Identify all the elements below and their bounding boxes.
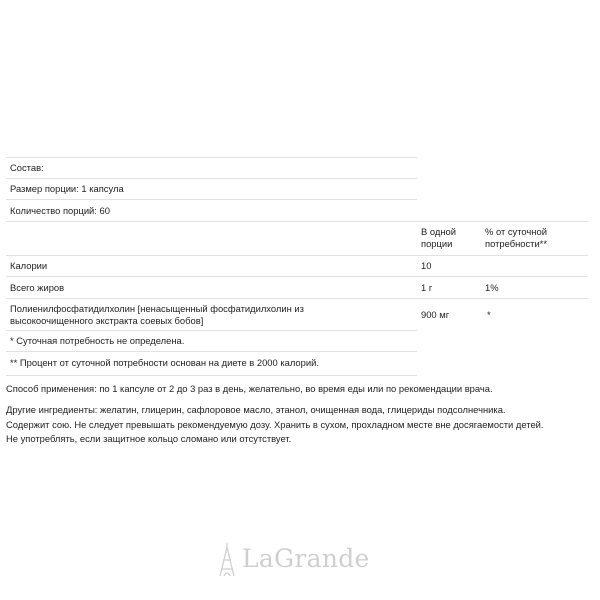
watermark-text: LaGrande: [242, 544, 370, 573]
serving-size: Размер порции: 1 капсула: [10, 183, 124, 194]
nutrient-name: Полиенилфосфатидилхолин [ненасыщенный фосфатидилхолин из высокоочищенного экстракта соевых бобов]: [10, 303, 304, 326]
eiffel-tower-icon: [216, 542, 238, 578]
divider: [6, 276, 588, 277]
divider: [6, 178, 417, 179]
nutrient-daily-value: *: [487, 309, 491, 320]
nutrient-amount: 900 мг: [421, 309, 450, 320]
watermark-logo: [216, 540, 386, 580]
divider: [6, 157, 417, 158]
divider: [6, 199, 417, 200]
composition-header: Состав:: [10, 162, 44, 173]
nutrient-daily-value: 1%: [485, 282, 499, 293]
divider: [6, 255, 588, 256]
nutrient-name: Всего жиров: [10, 282, 65, 293]
amount-column-header: В одной порции: [421, 226, 456, 249]
divider: [6, 298, 588, 299]
servings-count: Количество порций: 60: [10, 205, 110, 216]
nutrient-name: Калории: [10, 260, 48, 271]
nutrient-amount: 1 г: [421, 282, 433, 293]
other-ingredients: [6, 403, 596, 447]
daily-value-column-header: % от суточной потребности**: [485, 226, 547, 249]
divider: [6, 375, 417, 376]
footnote-daily-value-basis: ** Процент от суточной потребности основан на диете в 2000 калорий.: [10, 357, 319, 368]
warnings-line: Содержит сою. Не следует превышать рекомендуемую дозу. Хранить в сухом, прохладном месте вне досягаемости детей.: [6, 418, 544, 430]
seal-warning-line: Не употреблять, если защитное кольцо сломано или отсутствует.: [6, 433, 292, 444]
footnote-undefined: * Суточная потребность не определена.: [10, 335, 185, 346]
divider: [6, 351, 417, 352]
other-ingredients-line: Другие ингредиенты: желатин, глицерин, сафлоровое масло, этанол, очищенная вода, глицериды подсолнечника.: [6, 404, 506, 415]
usage-instructions: Способ применения: по 1 капсуле от 2 до 3 раз в день, желательно, во время еды или по рекомендации врача.: [6, 383, 493, 394]
divider: [6, 221, 588, 222]
nutrient-amount: 10: [421, 260, 432, 271]
divider: [6, 330, 417, 331]
